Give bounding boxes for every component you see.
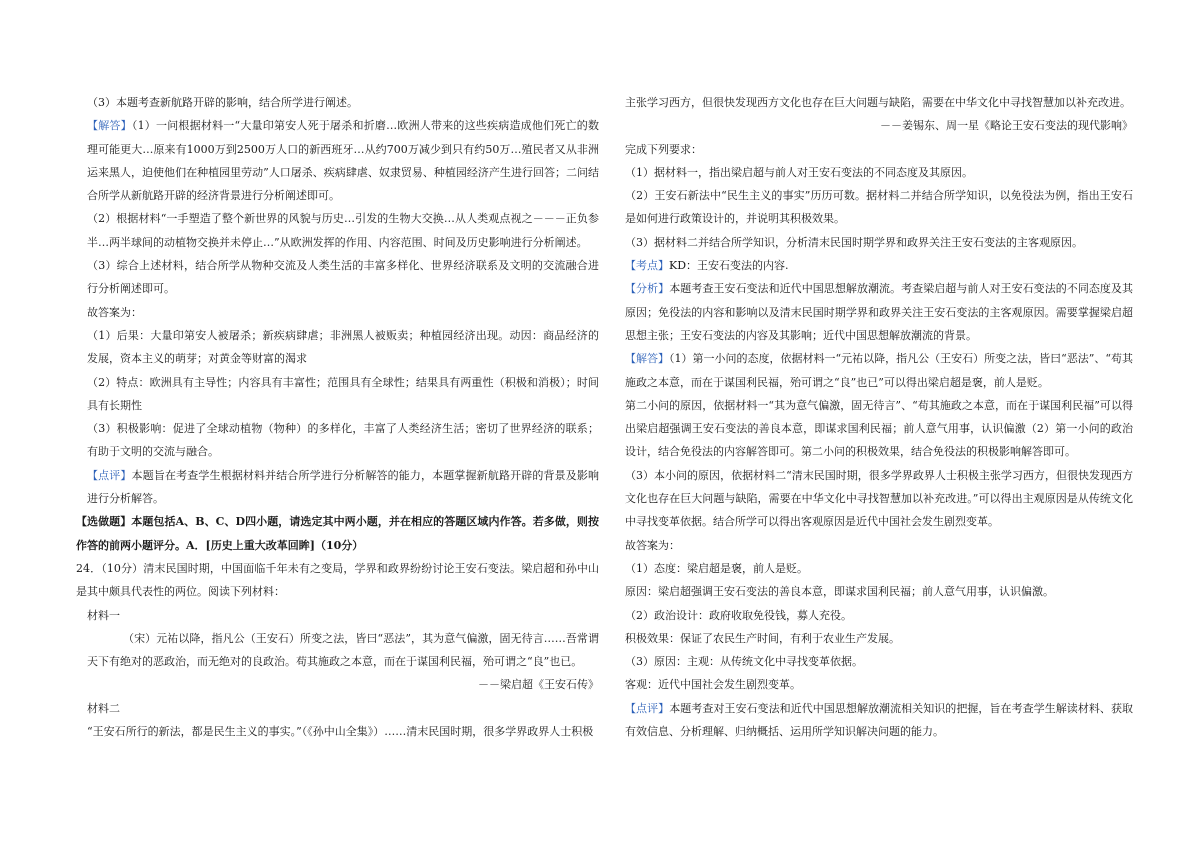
left-answer-2: （2）特点：欧洲具有主导性；内容具有丰富性；范围具有全球性；结果具有两重性（积极和消极）；时间具有长期性	[87, 375, 599, 412]
kaodian-text: KD：王安石变法的内容.	[669, 259, 789, 273]
right-jieda-text: （1）第一小问的态度，依据材料一“元祐以降，指凡公（王安石）所变之法，皆曰“恶法”、“苟其施政之本意，而在于谋国利民福，殆可谓之“良”也已”可以得出梁启超是褒，前人是贬。	[625, 352, 1133, 389]
right-analysis-3: （3）本小问的原因，依据材料二“清末民国时期，很多学界政界人士积极主张学习西方，但很快发现西方文化也存在巨大问题与缺陷，需要在中华文化中寻找智慧加以补充改进。”可以得出主观原因是从传统文化中寻找变革依据。结合所学可以得出客观原因是近代中国社会发生剧烈变革。	[625, 468, 1133, 529]
left-dianping-paragraph	[87, 464, 599, 511]
material-1-text: （宋）元祐以降，指凡公（王安石）所变之法，皆曰“恶法”，其为意气偏激，固无待言……吾常谓天下有绝对的恶政治，而无绝对的良政治。苟其施政之本意，而在于谋国利民福，殆可谓之“良”也已。	[87, 631, 599, 669]
material-2-continued: 主张学习西方，但很快发现西方文化也存在巨大问题与缺陷，需要在中华文化中寻找智慧加以补充改进。	[625, 96, 1131, 109]
right-analysis-2: 第二小问的原因，依据材料一“其为意气偏激，固无待言”、“苟其施政之本意，而在于谋国利民福”可以得出梁启超强调王安石变法的善良本意，即谋求国利民福；前人意气用事，认识偏激（2）第一小问的政治设计，结合免役法的内容解答即可。第二小问的积极效果，结合免役法的积极影响解答即可。	[625, 398, 1133, 459]
left-analysis-3: （3）综合上述材料，结合所学从物种交流及人类生活的丰富多样化、世界经济联系及文明的交流融合进行分析阐述即可。	[87, 259, 599, 296]
question-24: 24．（10分）清末民国时期，中国面临千年未有之变局，学界和政界纷纷讨论王安石变法。梁启超和孙中山是其中颇具代表性的两位。阅读下列材料：	[76, 561, 599, 599]
dianping-text: 本题旨在考查学生根据材料并结合所学进行分析解答的能力，本题掌握新航路开辟的背景及影响进行分析解答。	[87, 468, 600, 506]
right-dianping-tag: 【点评】	[625, 701, 670, 715]
left-column	[76, 91, 600, 743]
right-dianping-paragraph	[625, 697, 1133, 744]
requirements-heading: 完成下列要求：	[625, 142, 702, 156]
fenxi-text: 本题考查王安石变法和近代中国思想解放潮流。考查梁启超与前人对王安石变法的不同态度及其原因；免役法的内容和影响以及清末民国时期学界和政界关注王安石变法的主客观原因。需要掌握梁启超思想主张；王安石变法的内容及其影响；近代中国思想解放潮流的背景。	[625, 282, 1134, 342]
material-2-source: －－姜锡东、周一星《略论王安石变法的现代影响》	[880, 119, 1133, 133]
left-line-1: （3）本题考查新航路开辟的影响，结合所学进行阐述。	[87, 96, 358, 109]
right-column	[625, 91, 1133, 743]
jieda-text: （1）一问根据材料一“大量印第安人死于屠杀和折磨…欧洲人带来的这些疾病造成他们死亡的数理可能更大…原来有1000万到2500万人口的新西班牙…从约700万减少到只有约50万…殖民者又从非洲运来黑人，迫使他们在种植园里劳动”人口屠杀、疾病肆虐、奴隶贸易、种植园经济产生进行回答；二问结合所学从新航路开辟的经济背景进行分析阐述即可。	[87, 119, 599, 203]
right-dianping-text: 本题考查对王安石变法和近代中国思想解放潮流相关知识的把握，旨在考查学生解读材料、获取有效信息、分析理解、归纳概括、运用所学知识解决问题的能力。	[625, 701, 1134, 739]
left-answer-3: （3）积极影响：促进了全球动植物（物种）的多样化，丰富了人类经济生活；密切了世界经济的联系；有助于文明的交流与融合。	[87, 422, 599, 459]
requirement-3: （3）据材料二并结合所学知识，分析清末民国时期学界和政界关注王安石变法的主客观原因。	[625, 235, 1083, 249]
material-1-label: 材料一	[87, 608, 120, 622]
material-2-label: 材料二	[87, 701, 120, 715]
fenxi-paragraph	[625, 277, 1133, 347]
kaodian-tag: 【考点】	[625, 259, 669, 273]
right-answer-3: （3）原因：主观：从传统文化中寻找变革依据。	[625, 655, 863, 669]
right-answer-1: （1）态度：梁启超是褒，前人是贬。	[625, 561, 808, 575]
material-1-source: －－梁启超《王安石传》	[478, 678, 599, 692]
jieda-tag: 【解答】	[87, 119, 132, 133]
right-answer-3b: 客观：近代中国社会发生剧烈变革。	[625, 678, 801, 692]
left-jieda-paragraph	[87, 114, 599, 207]
left-analysis-2: （2）根据材料“一手塑造了整个新世界的风貌与历史…引发的生物大交换…从人类观点视之－－－正负参半…两半球间的动植物交换并未停止…”从欧洲发挥的作用、内容范围、时间及历史影响进行分析阐述。	[87, 212, 599, 249]
elective-section-heading: 【选做题】本题包括A、B、C、D四小题，请选定其中两小题，并在相应的答题区域内作答。若多做，则按作答的前两小题评分。A．[历史上重大改革回眸]（10分）	[76, 515, 599, 552]
left-answer-heading: 故答案为：	[87, 305, 142, 319]
right-answer-heading: 故答案为：	[625, 538, 680, 552]
kaodian-paragraph	[625, 254, 1133, 277]
material-2-text: “王安石所行的新法，都是民生主义的事实。”（《孙中山全集》）……清末民国时期，很多学界政界人士积极	[87, 725, 594, 739]
right-answer-1b: 原因：梁启超强调王安石变法的善良本意，即谋求国利民福；前人意气用事，认识偏激。	[625, 585, 1054, 599]
right-jieda-tag: 【解答】	[625, 352, 669, 366]
right-answer-2b: 积极效果：保证了农民生产时间，有利于农业生产发展。	[625, 631, 900, 645]
requirement-2: （2）王安石新法中“民生主义的事实”历历可数。据材料二并结合所学知识，以免役法为例，指出王安石是如何进行政策设计的，并说明其积极效果。	[625, 189, 1133, 226]
left-answer-1: （1）后果：大量印第安人被屠杀；新疾病肆虐；非洲黑人被贩卖；种植园经济出现。动因：商品经济的发展，资本主义的萌芽；对黄金等财富的渴求	[87, 328, 599, 366]
right-jieda-paragraph	[625, 347, 1133, 394]
fenxi-tag: 【分析】	[625, 282, 670, 296]
right-answer-2: （2）政治设计：政府收取免役钱，募人充役。	[625, 608, 852, 622]
dianping-tag: 【点评】	[87, 468, 132, 482]
requirement-1: （1）据材料一，指出梁启超与前人对王安石变法的不同态度及其原因。	[625, 165, 973, 179]
